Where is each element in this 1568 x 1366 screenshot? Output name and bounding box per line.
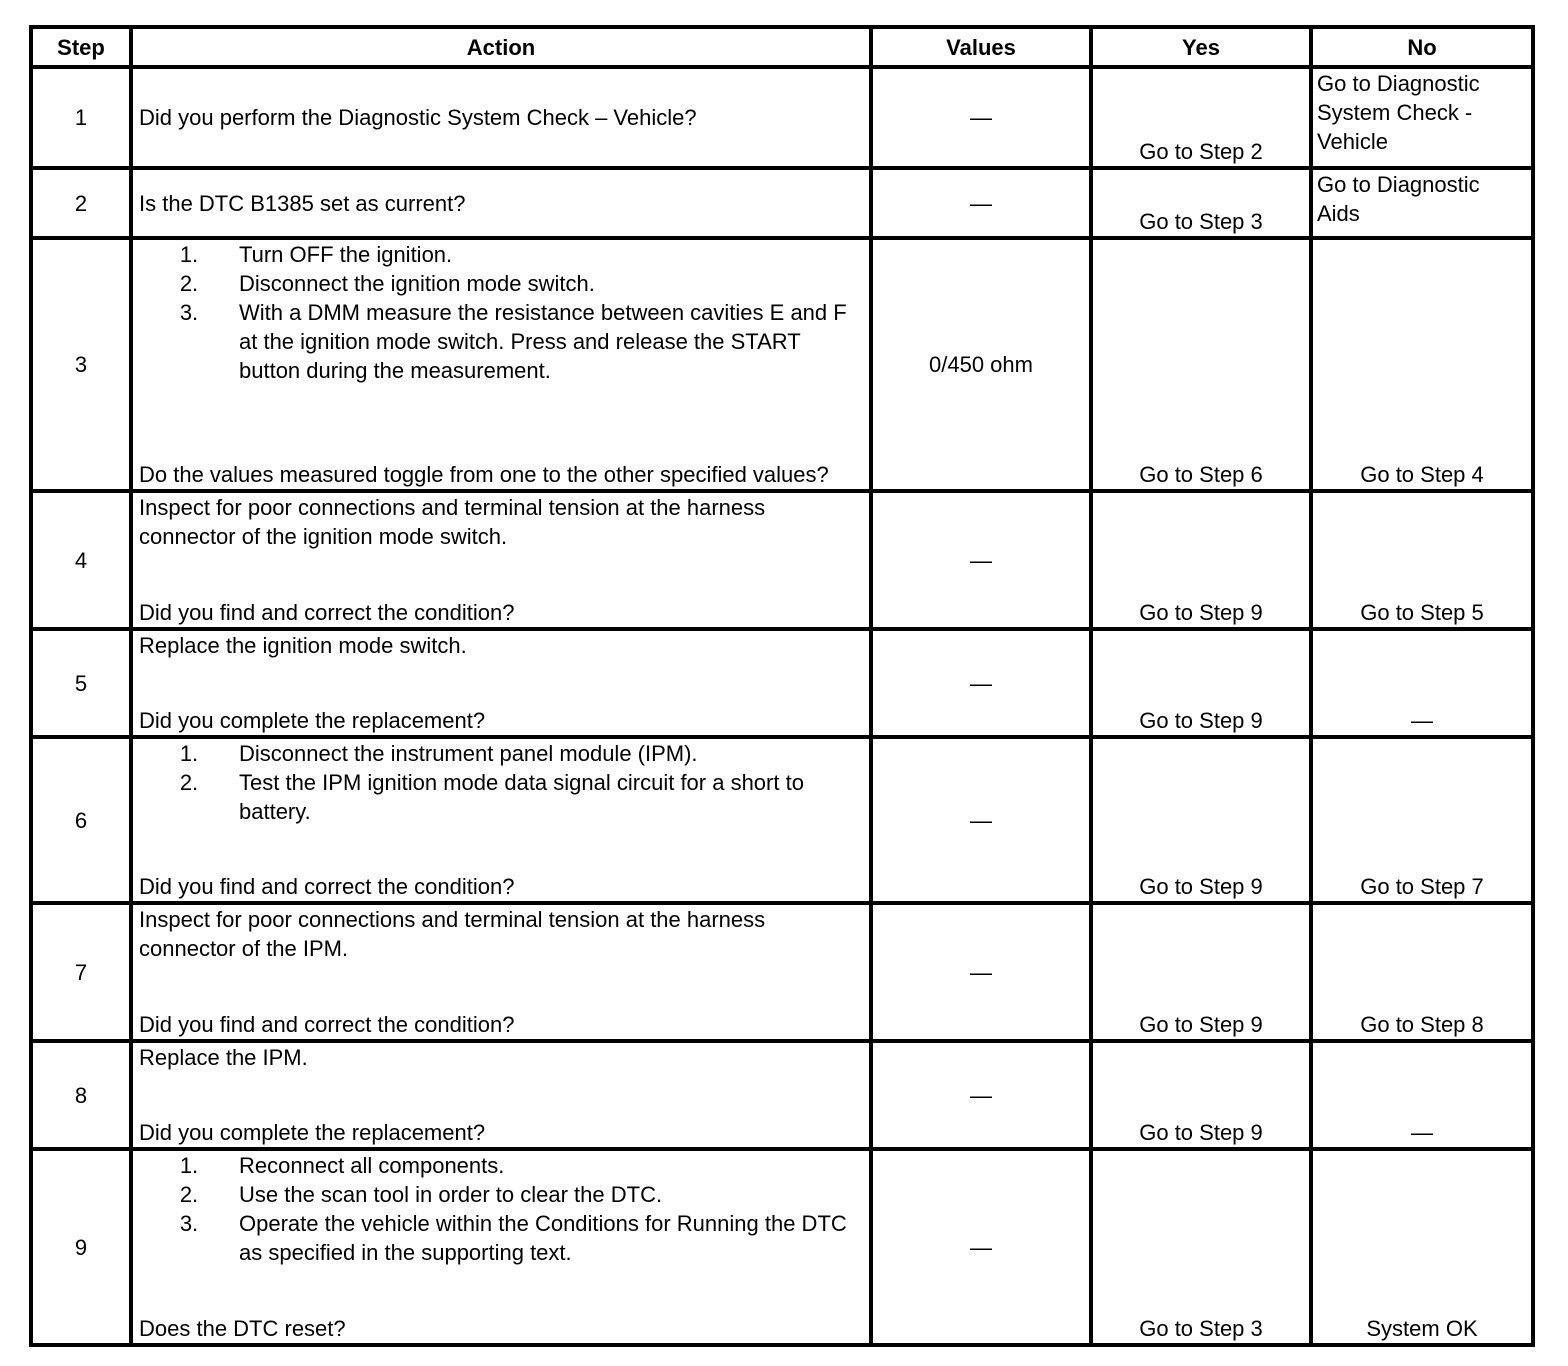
values-cell <box>871 629 1091 737</box>
list-item: 1. Disconnect the instrument panel module (IPM). <box>179 741 698 766</box>
action-question: Did you find and correct the condition? <box>139 874 515 899</box>
table-row <box>31 737 1533 903</box>
header-action: Action <box>131 27 871 67</box>
action-question: Did you find and correct the condition? <box>139 600 515 625</box>
list-item: 2. Test the IPM ignition mode data signal circuit for a short to battery. <box>179 770 804 824</box>
table-row <box>31 491 1533 629</box>
action-cell <box>131 1149 871 1345</box>
values-cell <box>871 168 1091 238</box>
action-instruction: Inspect for poor connections and terminal tension at the harness connector of the IPM. <box>139 907 766 961</box>
action-steps <box>139 739 863 826</box>
action-cell <box>131 491 871 629</box>
table-row <box>31 238 1533 491</box>
list-item: 3. Operate the vehicle within the Conditions for Running the DTC as specified in the supporting text. <box>179 1211 847 1265</box>
list-item: 3. With a DMM measure the resistance between cavities E and F at the ignition mode switch. Press and release the START button during the measurement. <box>179 300 847 383</box>
list-item: 2. Disconnect the ignition mode switch. <box>179 271 595 296</box>
action-question: Does the DTC reset? <box>139 1316 346 1341</box>
header-step: Step <box>31 27 131 67</box>
values-cell <box>871 903 1091 1041</box>
value-text: — <box>970 959 992 985</box>
step-number: 2 <box>31 168 131 238</box>
action-question: Did you perform the Diagnostic System Check – Vehicle? <box>139 105 697 130</box>
action-cell <box>131 238 871 491</box>
values-cell <box>871 491 1091 629</box>
step-number: 6 <box>31 737 131 903</box>
action-question: Did you complete the replacement? <box>139 1120 486 1145</box>
values-cell <box>871 737 1091 903</box>
table-row <box>31 67 1533 168</box>
yes-cell: Go to Step 9 <box>1091 737 1311 903</box>
no-cell: Go to Step 8 <box>1311 903 1533 1041</box>
yes-cell: Go to Step 2 <box>1091 67 1311 168</box>
action-question: Is the DTC B1385 set as current? <box>139 190 466 216</box>
table-row <box>31 168 1533 238</box>
diagnostic-table <box>29 25 1535 1347</box>
step-number: 7 <box>31 903 131 1041</box>
step-number: 3 <box>31 238 131 491</box>
yes-cell: Go to Step 3 <box>1091 168 1311 238</box>
values-cell <box>871 238 1091 491</box>
table-row <box>31 903 1533 1041</box>
no-cell: Go to Step 4 <box>1311 238 1533 491</box>
action-question: Did you find and correct the condition? <box>139 1012 515 1037</box>
header-no: No <box>1311 27 1533 67</box>
value-text: — <box>970 670 992 696</box>
value-text: — <box>970 807 992 833</box>
yes-cell: Go to Step 6 <box>1091 238 1311 491</box>
header-row <box>31 27 1533 67</box>
list-item: 1. Turn OFF the ignition. <box>179 242 453 267</box>
yes-cell: Go to Step 9 <box>1091 491 1311 629</box>
step-number: 1 <box>31 67 131 168</box>
step-number: 9 <box>31 1149 131 1345</box>
values-cell <box>871 1149 1091 1345</box>
no-cell: — <box>1311 629 1533 737</box>
step-number: 8 <box>31 1041 131 1149</box>
no-cell: Go to Diagnostic System Check - Vehicle <box>1311 67 1533 168</box>
no-cell: Go to Diagnostic Aids <box>1311 168 1533 238</box>
no-cell: — <box>1311 1041 1533 1149</box>
action-steps <box>139 240 863 385</box>
table-row <box>31 1149 1533 1345</box>
action-cell <box>131 629 871 737</box>
table-row <box>31 1041 1533 1149</box>
action-cell <box>131 168 871 238</box>
values-cell <box>871 1041 1091 1149</box>
value-text: — <box>970 1234 992 1260</box>
yes-cell: Go to Step 9 <box>1091 629 1311 737</box>
value-text: — <box>970 1082 992 1108</box>
action-cell <box>131 737 871 903</box>
action-instruction: Inspect for poor connections and terminal tension at the harness connector of the ignition mode switch. <box>139 495 766 549</box>
step-number: 4 <box>31 491 131 629</box>
action-cell <box>131 1041 871 1149</box>
yes-cell: Go to Step 3 <box>1091 1149 1311 1345</box>
action-steps <box>139 1151 863 1267</box>
no-cell: System OK <box>1311 1149 1533 1345</box>
step-number: 5 <box>31 629 131 737</box>
no-cell: Go to Step 5 <box>1311 491 1533 629</box>
list-item: 2. Use the scan tool in order to clear the DTC. <box>179 1182 663 1207</box>
action-question: Do the values measured toggle from one to the other specified values? <box>139 462 829 487</box>
value-text: — <box>970 105 992 130</box>
action-instruction: Replace the IPM. <box>139 1045 308 1070</box>
action-instruction: Replace the ignition mode switch. <box>139 633 467 658</box>
values-cell <box>871 67 1091 168</box>
action-cell <box>131 903 871 1041</box>
no-cell: Go to Step 7 <box>1311 737 1533 903</box>
action-cell <box>131 67 871 168</box>
value-text: — <box>970 190 992 216</box>
header-yes: Yes <box>1091 27 1311 67</box>
action-question: Did you complete the replacement? <box>139 708 486 733</box>
yes-cell: Go to Step 9 <box>1091 903 1311 1041</box>
table-row <box>31 629 1533 737</box>
header-values: Values <box>871 27 1091 67</box>
value-text: — <box>970 547 992 573</box>
yes-cell: Go to Step 9 <box>1091 1041 1311 1149</box>
value-text: 0/450 ohm <box>929 352 1033 377</box>
list-item: 1. Reconnect all components. <box>179 1153 505 1178</box>
